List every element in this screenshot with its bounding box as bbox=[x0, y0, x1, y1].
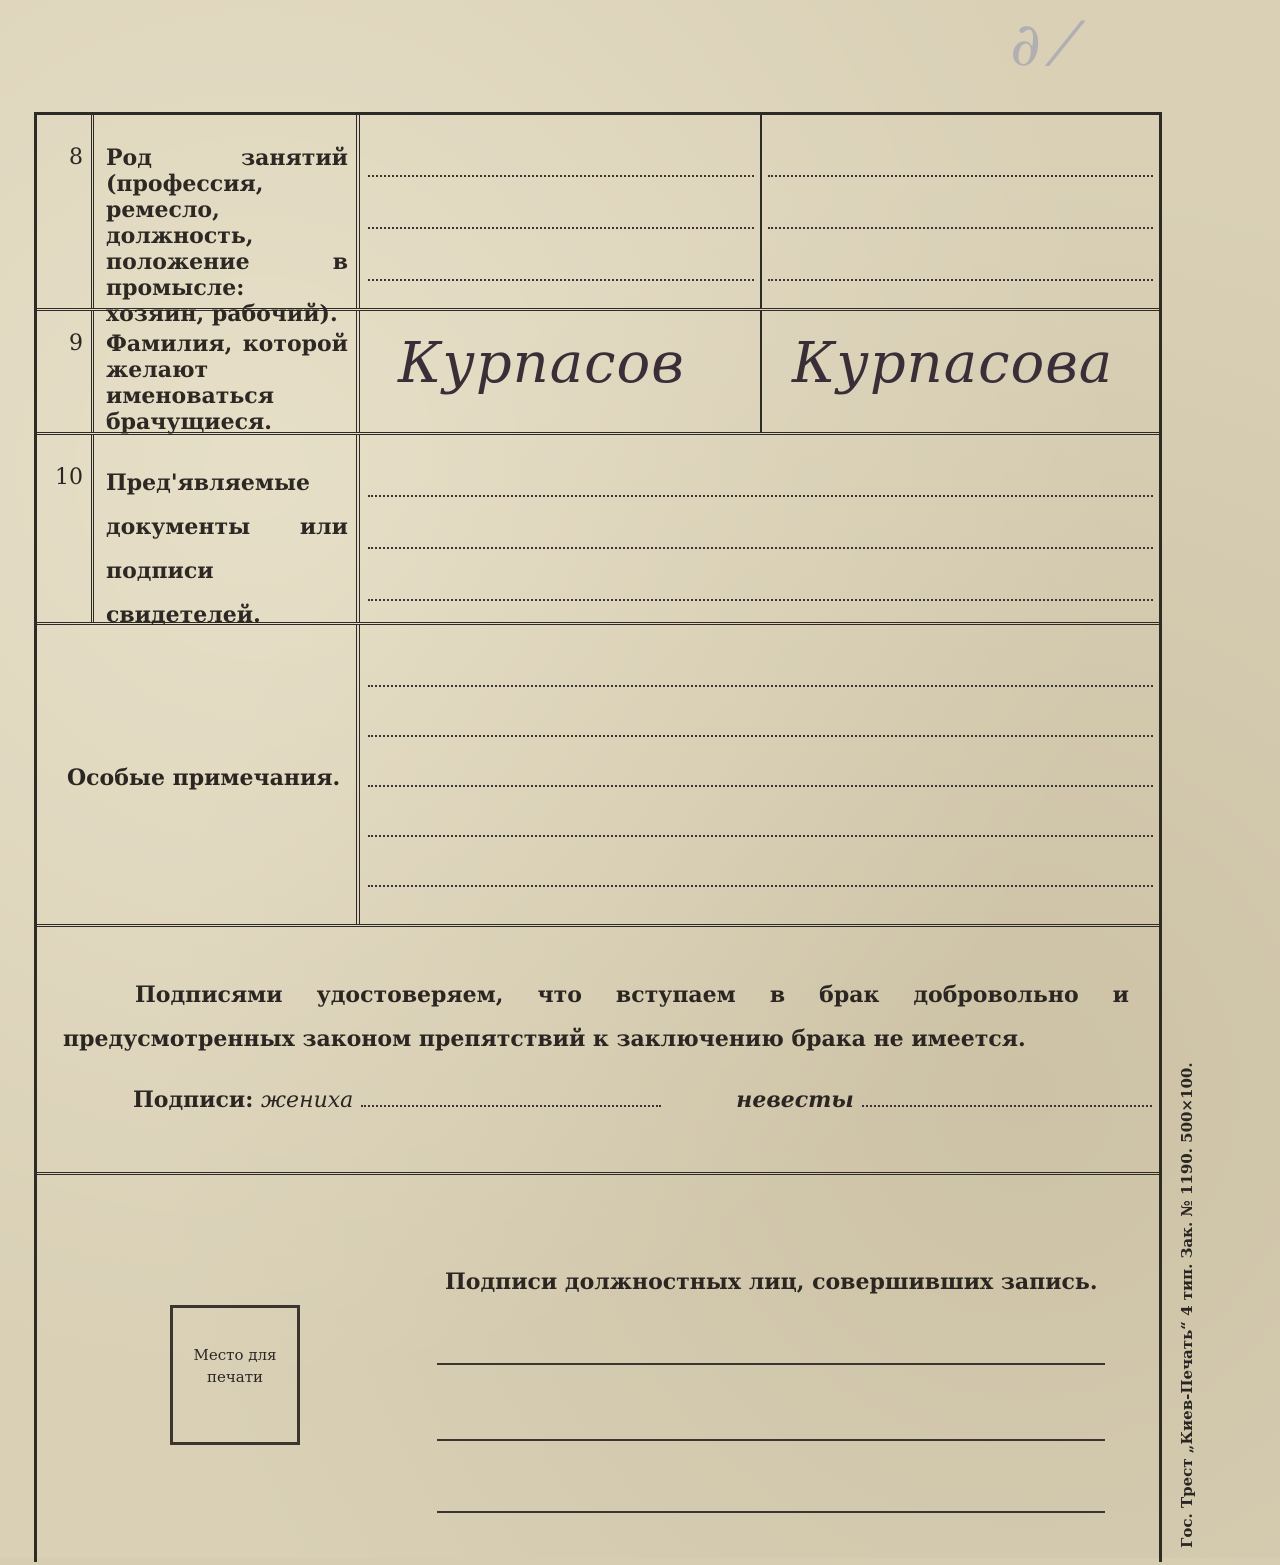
official-signature-line-3[interactable] bbox=[437, 1511, 1105, 1513]
declaration-text: Подписями удостоверяем, что вступаем в брак добровольно и предусмотренных законом препятствий к заключению брака не имеется. bbox=[63, 982, 1129, 1052]
bride-surname-cell[interactable] bbox=[762, 311, 1159, 432]
surname-label: Фамилия, которой желают именоваться брачущиеся. bbox=[106, 331, 348, 435]
stamp-box bbox=[170, 1305, 300, 1445]
officials-section bbox=[37, 1175, 1159, 1565]
printer-imprint: Гос. Трест „Киев-Печать“ 4 тип. Зак. № 1190. 500×100. bbox=[1178, 1062, 1196, 1548]
bride-surname-handwritten: Курпасова bbox=[792, 331, 1114, 396]
margin-pencil-mark: ∂ ⁄ bbox=[1010, 10, 1071, 80]
remarks-label-cell bbox=[37, 625, 360, 924]
row-number-cell bbox=[37, 115, 94, 308]
stamp-place-label: Место для печати bbox=[193, 1346, 277, 1386]
row-number-cell bbox=[37, 435, 94, 622]
officials-label: Подписи должностных лиц, совершивших запись. bbox=[445, 1269, 1098, 1295]
row-label-cell bbox=[94, 115, 360, 327]
row-label-cell bbox=[94, 435, 360, 628]
remarks-label: Особые примечания. bbox=[67, 765, 341, 791]
row-occupation bbox=[37, 115, 1159, 327]
official-signature-line-1[interactable] bbox=[437, 1363, 1105, 1365]
form-table bbox=[34, 112, 1162, 1562]
row-label-cell bbox=[94, 311, 360, 435]
official-signature-line-2[interactable] bbox=[437, 1439, 1105, 1441]
documents-value-cell[interactable] bbox=[362, 435, 1159, 622]
declaration-section bbox=[37, 927, 1159, 1175]
documents-label: Пред'являемые документы или подписи свидетелей. bbox=[106, 470, 348, 628]
groom-signature-label: жениха bbox=[261, 1088, 354, 1113]
remarks-value-cell[interactable] bbox=[362, 625, 1159, 924]
groom-surname-cell[interactable] bbox=[362, 311, 762, 432]
groom-signature-field[interactable] bbox=[361, 1087, 661, 1107]
groom-surname-handwritten: Курпасов bbox=[398, 331, 685, 396]
row-number: 8 bbox=[69, 145, 83, 170]
row-surname bbox=[37, 311, 1159, 435]
signature-line bbox=[133, 1087, 1152, 1113]
row-remarks bbox=[37, 625, 1159, 927]
bride-signature-field[interactable] bbox=[862, 1087, 1152, 1107]
occupation-label: Род занятий (профессия, ремесло, должность, положение в промысле: хозяин, рабочий). bbox=[106, 145, 348, 327]
row-documents bbox=[37, 435, 1159, 628]
bride-signature-label: невесты bbox=[736, 1087, 854, 1113]
bride-occupation-cell[interactable] bbox=[762, 115, 1159, 308]
row-number: 9 bbox=[69, 331, 83, 356]
row-number: 10 bbox=[55, 465, 83, 490]
row-number-cell bbox=[37, 311, 94, 432]
groom-occupation-cell[interactable] bbox=[362, 115, 762, 308]
signatures-prefix: Подписи: bbox=[133, 1087, 254, 1113]
